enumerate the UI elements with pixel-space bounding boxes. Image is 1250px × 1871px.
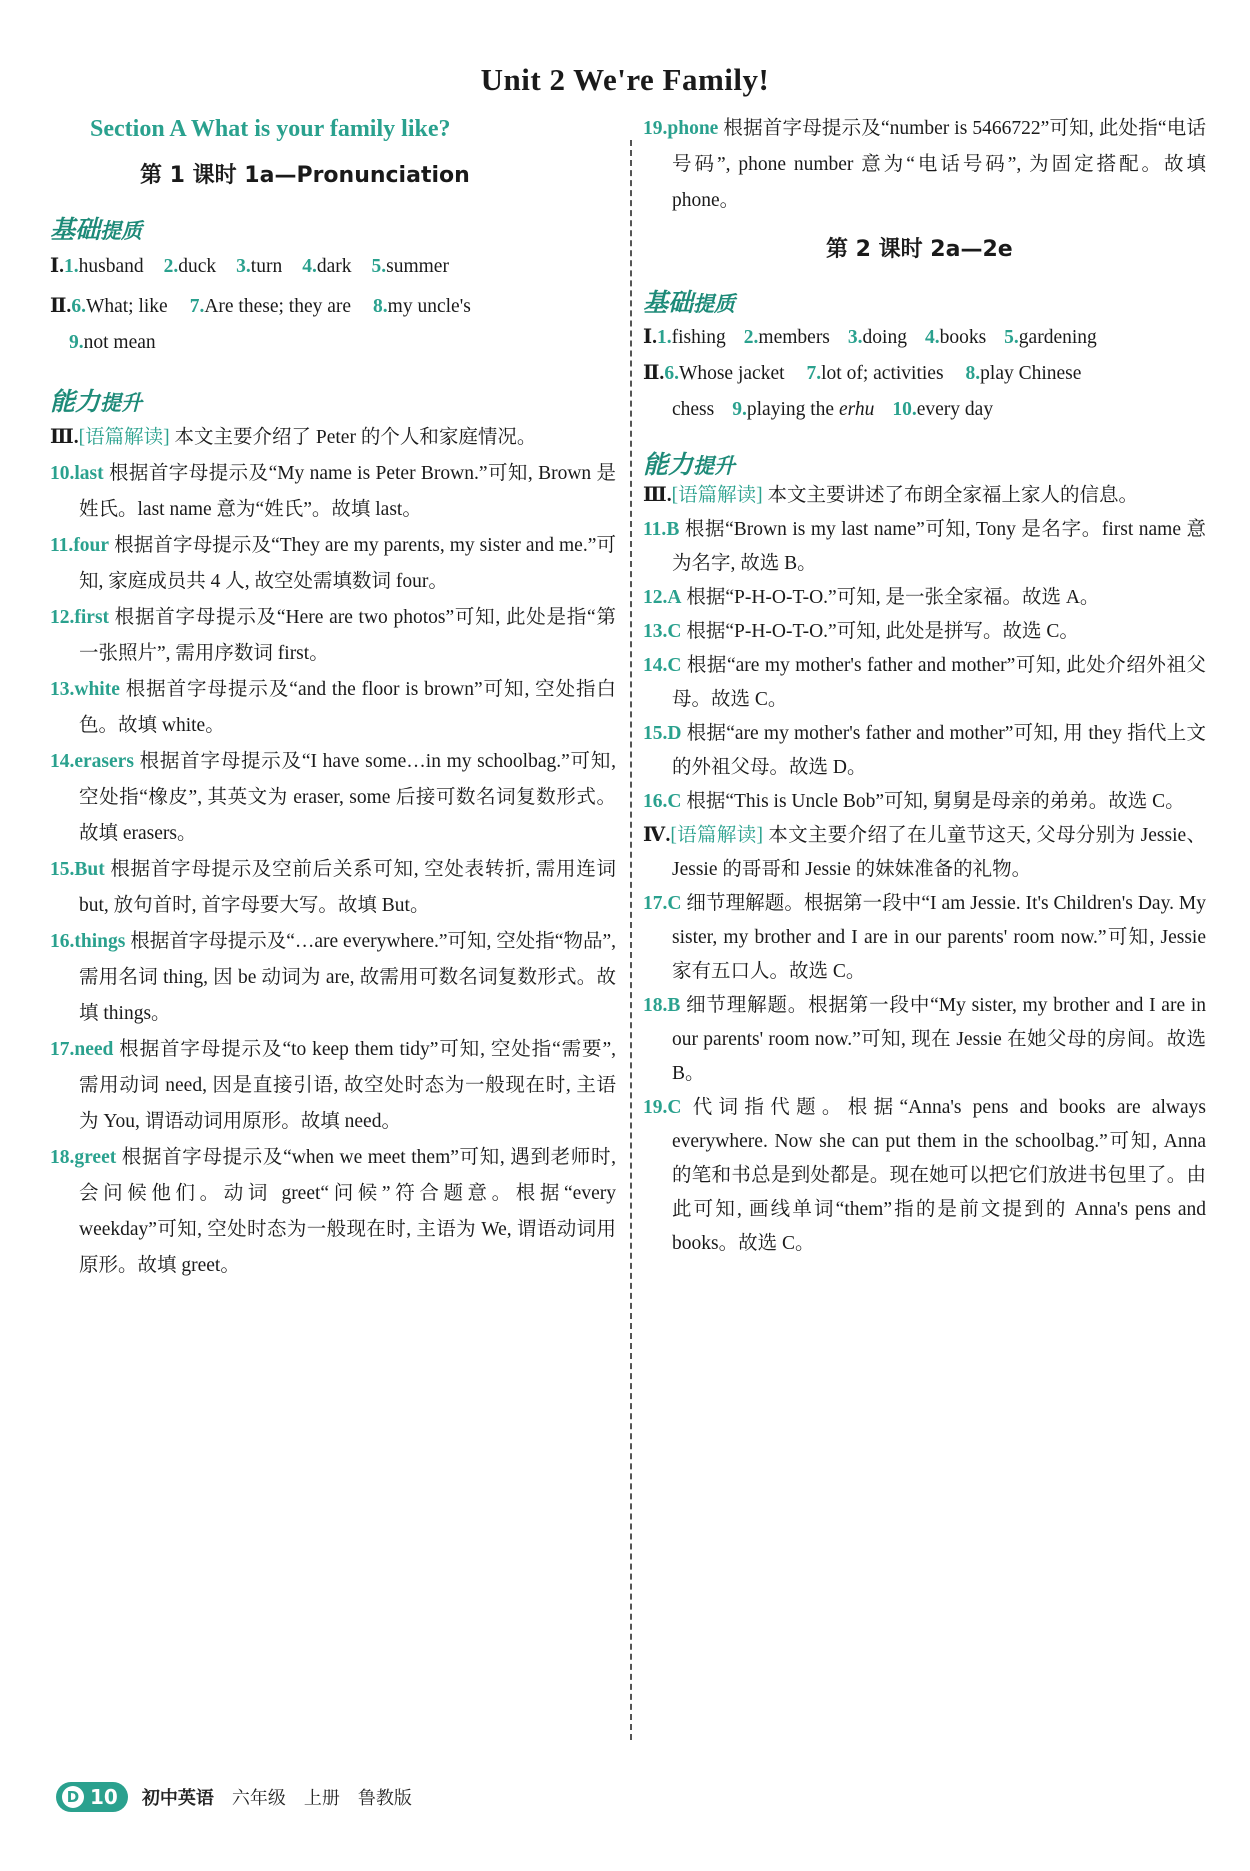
answer-item: [643, 717, 1206, 785]
answer-number: 19.: [643, 1097, 668, 1118]
answer-key: last: [74, 463, 104, 484]
answer-key: C: [667, 791, 682, 812]
answer-explanation: 根据“Brown is my last name”可知, Tony 是名字。first name 意为名字, 故选 B。: [672, 519, 1206, 574]
answer-text: doing: [862, 327, 907, 348]
category-main: 基础: [643, 288, 694, 317]
exercise-I: [50, 249, 616, 285]
answer-number: 3.: [847, 327, 863, 348]
passage-tag: [语篇解读]: [671, 485, 763, 506]
lesson-title: 第 2 课时 2a—2e: [826, 237, 1013, 262]
answer-explanation: 根据首字母提示及“I have some…in my schoolbag.”可知, 空处指“橡皮”, 其英文为 eraser, some 后接可数名词复数形式。故填 erasers。: [79, 751, 616, 844]
category-basic: [50, 210, 142, 246]
inline-answer: [69, 332, 156, 353]
answer-number: 12.: [50, 607, 75, 628]
answer-key: B: [666, 519, 680, 540]
answer-list: [50, 420, 616, 1284]
answer-number: 5.: [1004, 327, 1019, 348]
answer-number: 7.: [806, 363, 822, 384]
inline-answer: [848, 327, 907, 348]
answer-number: 10.: [892, 399, 917, 420]
answer-text: husband: [78, 256, 144, 277]
answer-number: 8.: [965, 363, 981, 384]
answer-row: [50, 325, 616, 361]
answer-explanation: 根据“P-H-O-T-O.”可知, 此处是拼写。故选 C。: [681, 621, 1079, 642]
page-footer: [56, 1780, 430, 1814]
answer-number: 4.: [924, 327, 940, 348]
inline-answer: [807, 363, 944, 384]
roman-numeral: Ⅲ.: [643, 485, 672, 506]
answer-item: [50, 528, 616, 600]
answer-key: phone: [667, 118, 719, 139]
inline-answer: [664, 363, 784, 384]
answer-number: 1.: [657, 327, 672, 348]
category-basic: [643, 283, 735, 319]
answer-number: 4.: [302, 256, 317, 277]
answer-explanation: 根据“are my mother's father and mother”可知, 此处介绍外祖父母。故选 C。: [672, 655, 1206, 710]
answer-number: 15.: [50, 859, 75, 880]
passage-text: 本文主要介绍了在儿童节这天, 父母分别为 Jessie、Jessie 的哥哥和 Jessie 的妹妹准备的礼物。: [672, 825, 1206, 880]
footer-term: 上册: [303, 1788, 340, 1809]
answer-number: 7.: [189, 296, 205, 317]
answer-key: white: [74, 679, 120, 700]
category-sub: 提升: [100, 391, 143, 415]
answer-item: [643, 649, 1206, 717]
answer-explanation: 根据“P-H-O-T-O.”可知, 是一张全家福。故选 A。: [681, 587, 1100, 608]
answer-row: [643, 356, 1206, 392]
inline-answer: [744, 327, 830, 348]
answer-key: things: [74, 931, 126, 952]
answer-number: 3.: [236, 256, 251, 277]
passage-text: 本文主要介绍了 Peter 的个人和家庭情况。: [169, 427, 537, 448]
answer-text: turn: [250, 256, 283, 277]
category-sub: 提质: [693, 292, 736, 316]
exercise-I: [643, 320, 1206, 356]
answer-text: fishing: [671, 327, 726, 348]
answer-text: summer: [386, 256, 449, 277]
answer-item: [643, 615, 1206, 649]
category-ability: [50, 382, 142, 418]
passage-summary: [50, 420, 616, 456]
answer-row: [643, 320, 1206, 356]
answer-text: every day: [916, 399, 994, 420]
answer-row: [50, 289, 616, 325]
answer-explanation: 代词指代题。根据“Anna's pens and books are always everywhere. Now she can put them in the schoolbag.”可知, Anna 的笔和书总是到处都是。现在她可以把它们放进书包里了。由此可知, 画线单词“them”指的是前文提到的 Anna's pens and books。故选 C。: [672, 1097, 1206, 1254]
category-ability: [643, 445, 735, 481]
inline-answer: [966, 363, 1082, 384]
answer-number: 8.: [373, 296, 388, 317]
category-sub: 提升: [693, 454, 736, 478]
footer-subject: 初中英语: [141, 1788, 214, 1809]
inline-answer: [64, 256, 144, 277]
page-badge: [56, 1782, 128, 1812]
category-main: 能力: [50, 387, 101, 416]
answer-explanation: 根据首字母提示及“and the floor is brown”可知, 空处指白色。故填 white。: [79, 679, 616, 736]
answer-key: C: [667, 621, 682, 642]
answer-explanation: 根据首字母提示及“when we meet them”可知, 遇到老师时, 会问候他们。动词 greet“问候”符合题意。根据“every weekday”可知, 空处时态为一般现在时, 主语为 We, 谓语动词用原形。故填 greet。: [79, 1147, 616, 1276]
answer-item: [50, 852, 616, 924]
passage-tag: [语篇解读]: [78, 427, 170, 448]
answer-number: 13.: [50, 679, 75, 700]
answer-row: [50, 249, 616, 285]
answer-item: [643, 513, 1206, 581]
passage-text: 本文主要讲述了布朗全家福上家人的信息。: [762, 485, 1139, 506]
answer-text: not mean: [83, 332, 156, 353]
answer-text: members: [758, 327, 830, 348]
answer-number: 14.: [50, 751, 75, 772]
answer-number: 10.: [50, 463, 75, 484]
answer-number: 9.: [732, 399, 747, 420]
page-number: 10: [90, 1785, 118, 1809]
inline-answer: [925, 327, 986, 348]
answer-key: A: [667, 587, 682, 608]
answer-explanation: 根据首字母提示及空前后关系可知, 空处表转折, 需用连词 but, 放句首时, 首字母要大写。故填 But。: [79, 859, 616, 916]
answer-text: my uncle's: [387, 296, 471, 317]
answer-key: C: [667, 655, 682, 676]
answer-list: [643, 111, 1206, 219]
answer-number: 1.: [64, 256, 79, 277]
answer-key: C: [667, 893, 682, 914]
category-sub: 提质: [100, 219, 143, 243]
unit-title: Unit 2 We're Family!: [480, 62, 770, 97]
answer-key: B: [667, 995, 681, 1016]
answer-item: [50, 456, 616, 528]
answer-explanation: 根据首字母提示及“number is 5466722”可知, 此处指“电话号码”, phone number 意为“电话号码”, 为固定搭配。故填 phone。: [672, 118, 1206, 211]
answer-number: 5.: [371, 256, 387, 277]
answer-number: 16.: [50, 931, 75, 952]
answer-text: Are these; they are: [204, 296, 352, 317]
footer-grade: 六年级: [231, 1788, 286, 1809]
passage-tag: [语篇解读]: [670, 825, 764, 846]
answer-explanation: 根据首字母提示及“My name is Peter Brown.”可知, Brown 是姓氏。last name 意为“姓氏”。故填 last。: [79, 463, 616, 520]
edition-letter: D: [62, 1786, 84, 1808]
roman-numeral: Ⅱ.: [50, 296, 72, 317]
inline-answer: [732, 399, 874, 420]
answer-number: 6.: [71, 296, 86, 317]
inline-answer: [302, 256, 351, 277]
answer-number: 11.: [50, 535, 74, 556]
answer-text: Whose jacket: [678, 363, 785, 384]
category-main: 能力: [643, 450, 694, 479]
answer-text: books: [939, 327, 987, 348]
answer-number: 2.: [743, 327, 759, 348]
answer-number: 15.: [643, 723, 668, 744]
passage-summary: [643, 479, 1206, 513]
answer-key: erasers: [74, 751, 134, 772]
roman-numeral: Ⅲ.: [50, 427, 79, 448]
exercise-II: [643, 356, 1206, 428]
answer-item: [50, 744, 616, 852]
footer-edition: 鲁教版: [357, 1788, 412, 1809]
roman-numeral: Ⅱ.: [643, 363, 665, 384]
answer-italic: erhu: [838, 399, 875, 420]
answer-item: [50, 600, 616, 672]
inline-answer: [657, 327, 726, 348]
answer-number: 17.: [50, 1039, 75, 1060]
answer-number: 12.: [643, 587, 668, 608]
answer-key: C: [667, 1097, 682, 1118]
answer-item: [643, 989, 1206, 1091]
roman-numeral: Ⅰ.: [50, 256, 64, 277]
answer-key: greet: [74, 1147, 117, 1168]
column-divider: [630, 140, 632, 1740]
answer-text: gardening: [1018, 327, 1097, 348]
inline-answer: [236, 256, 282, 277]
answer-number: 18.: [50, 1147, 75, 1168]
answer-item: [643, 887, 1206, 989]
answer-key: four: [73, 535, 110, 556]
answer-text: dark: [316, 256, 352, 277]
answer-key: But: [74, 859, 105, 880]
category-main: 基础: [50, 215, 101, 244]
answer-item: [50, 1032, 616, 1140]
answer-number: 18.: [643, 995, 668, 1016]
answer-key: first: [74, 607, 110, 628]
answer-number: 2.: [163, 256, 179, 277]
answer-explanation: 根据首字母提示及“to keep them tidy”可知, 空处指“需要”, 需用动词 need, 因是直接引语, 故空处时态为一般现在时, 主语为 You, 谓语动词用原形。故填 need。: [79, 1039, 616, 1132]
answer-text: What; like: [85, 296, 168, 317]
answer-list: [643, 479, 1206, 1261]
inline-answer: [892, 399, 993, 420]
answer-text: chess: [672, 399, 715, 420]
answer-explanation: 根据“This is Uncle Bob”可知, 舅舅是母亲的弟弟。故选 C。: [681, 791, 1185, 812]
lesson-title: 第 1 课时 1a—Pronunciation: [140, 163, 470, 188]
answer-item: [643, 581, 1206, 615]
inline-answer: [71, 296, 167, 317]
section-title: Section A What is your family like?: [90, 116, 451, 142]
answer-row: [643, 392, 1206, 428]
answer-explanation: 根据首字母提示及“…are everywhere.”可知, 空处指“物品”, 需用名词 thing, 因 be 动词为 are, 故需用可数名词复数形式。故填 things。: [79, 931, 616, 1024]
answer-number: 6.: [664, 363, 679, 384]
answer-item: [50, 672, 616, 744]
inline-answer: [190, 296, 351, 317]
answer-number: 16.: [643, 791, 668, 812]
inline-answer: [1004, 327, 1097, 348]
passage-summary: [643, 819, 1206, 887]
exercise-II: [50, 289, 616, 361]
answer-explanation: 细节理解题。根据第一段中“I am Jessie. It's Children's Day. My sister, my brother and I are in our parents' room now.”可知, Jessie 家有五口人。故选 C。: [672, 893, 1206, 982]
answer-number: 17.: [643, 893, 668, 914]
answer-number: 13.: [643, 621, 668, 642]
answer-key: D: [667, 723, 682, 744]
roman-numeral: Ⅰ.: [643, 327, 657, 348]
answer-text: playing the: [746, 399, 839, 420]
answer-number: 14.: [643, 655, 668, 676]
roman-numeral: Ⅳ.: [643, 825, 671, 846]
answer-text: play Chinese: [980, 363, 1082, 384]
answer-explanation: 细节理解题。根据第一段中“My sister, my brother and I are in our parents' room now.”可知, 现在 Jessie 在她父母的房间。故选 B。: [672, 995, 1206, 1084]
answer-text: lot of; activities: [821, 363, 944, 384]
inline-answer: [371, 256, 448, 277]
inline-answer: [373, 296, 471, 317]
answer-item: [643, 1091, 1206, 1261]
answer-number: 19.: [643, 118, 668, 139]
answer-explanation: 根据首字母提示及“They are my parents, my sister and me.”可知, 家庭成员共 4 人, 故空处需填数词 four。: [79, 535, 616, 592]
answer-explanation: 根据“are my mother's father and mother”可知, 用 they 指代上文的外祖父母。故选 D。: [672, 723, 1206, 778]
answer-text: duck: [178, 256, 217, 277]
answer-item: [50, 924, 616, 1032]
answer-number: 9.: [69, 332, 84, 353]
inline-answer: [164, 256, 217, 277]
answer-item: [643, 111, 1206, 219]
answer-key: need: [74, 1039, 114, 1060]
answer-number: 11.: [643, 519, 667, 540]
answer-item: [50, 1140, 616, 1284]
answer-item: [643, 785, 1206, 819]
answer-explanation: 根据首字母提示及“Here are two photos”可知, 此处是指“第一张照片”, 需用序数词 first。: [79, 607, 616, 664]
